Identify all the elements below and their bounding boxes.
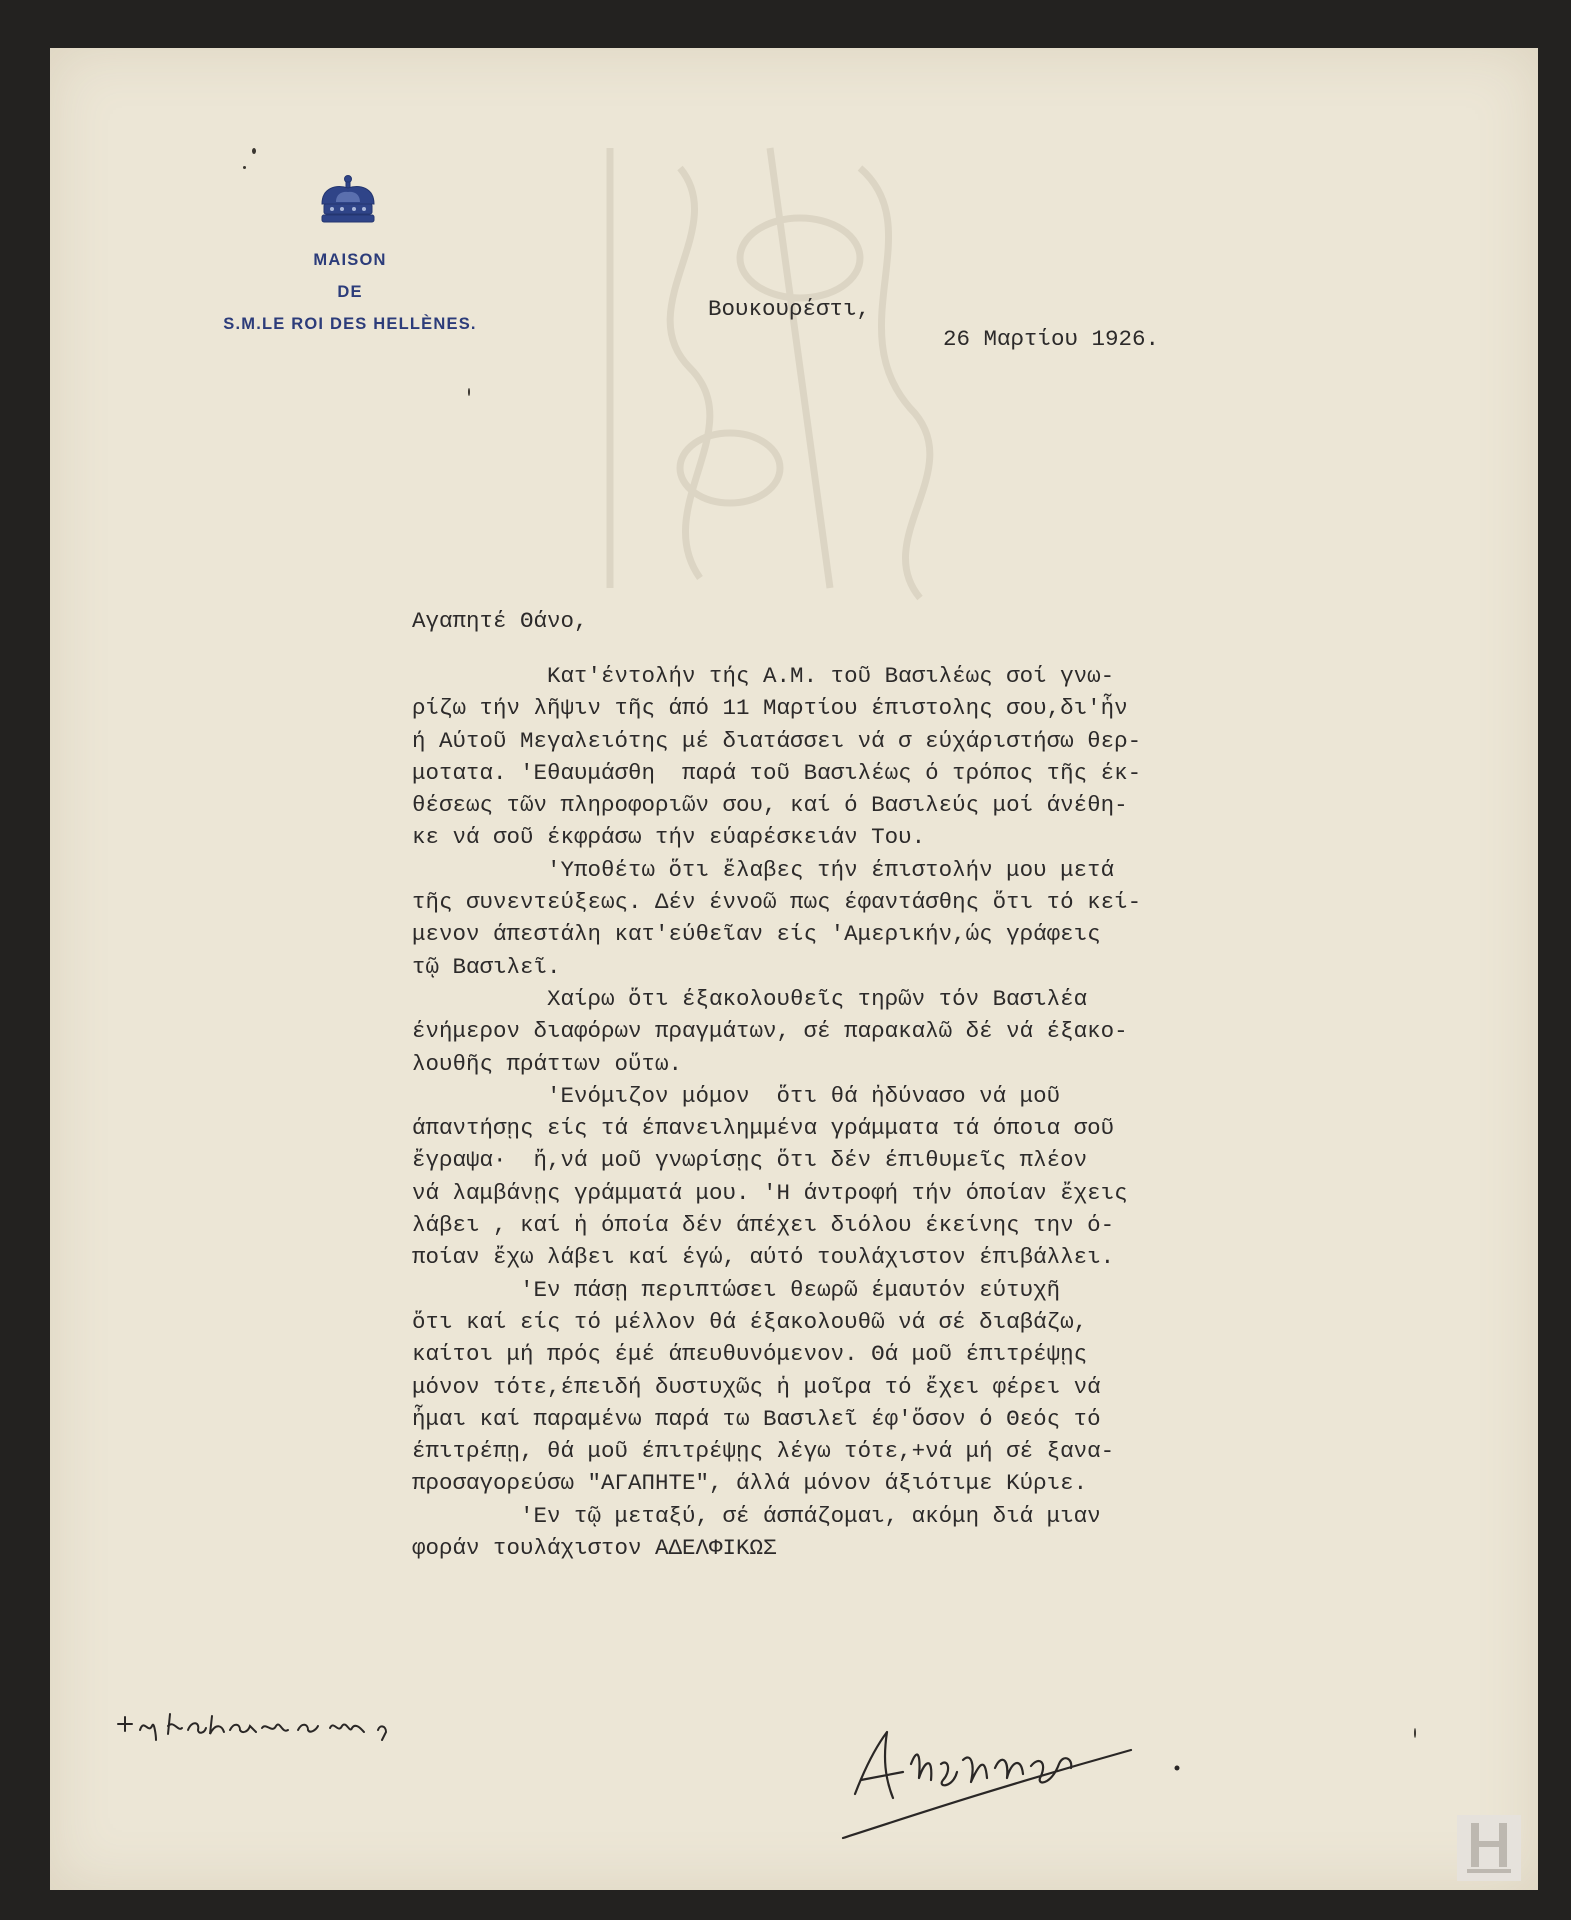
letter-body-line: 'Εν τῷ μεταξύ, σέ άσπάζομαι, ακόμη διά μιαν: [412, 1502, 1101, 1529]
letter-body-line: τῆς συνεντεύξεως. Δέν έννοῶ πως έφαντάσθης ὅτι τό κεί-: [412, 889, 1142, 916]
letter-body-line: ένήμερον διαφόρων πραγμάτων, σέ παρακαλῶ δέ νά έξακο-: [412, 1018, 1128, 1045]
handwritten-margin-note: [112, 1704, 432, 1744]
letter-body-line: λουθῆς πράττων οὕτω.: [412, 1050, 683, 1077]
letter-body-line: μόνον τότε,έπειδή δυστυχῶς ἡ μοῖρα τό ἔχει φέρει νά: [412, 1373, 1101, 1400]
letter-body-line: φοράν τουλάχιστον ΑΔΕΛΦΙΚΩΣ: [412, 1535, 777, 1562]
letter-body-line: λάβει , καί ἡ όποία δέν άπέχει διόλου έκείνης την ό-: [412, 1212, 1115, 1239]
letter-body-line: άπαντήσῃς είς τά έπανειλημμένα γράμματα τά όποια σοῦ: [412, 1115, 1115, 1142]
letter-body-line: κε νά σοῦ έκφράσω τήν εύαρέσκειάν Του.: [412, 824, 926, 851]
signature: [825, 1668, 1205, 1858]
letter-body-line: προσαγορεύσω "ΑΓΑΠΗΤΕ", άλλά μόνον άξιότιμε Κύριε.: [412, 1470, 1088, 1497]
paper-speck: [1414, 1728, 1416, 1738]
royal-crown-icon: [316, 174, 380, 226]
letter-body-line: ρίζω τήν λῆψιν τῆς άπό 11 Μαρτίου έπιστολης σου,δι'ἧν: [412, 695, 1128, 722]
letter-salutation: Αγαπητέ Θάνο,: [412, 608, 588, 634]
letter-body-line: Χαίρω ὅτι έξακολουθεῖς τηρῶν τόν Βασιλέα: [412, 985, 1088, 1012]
letter-sheet: [50, 48, 1538, 1890]
letter-body-line: 'Ενόμιζον μόμον ὅτι θά ἠδύνασο νά μοῦ: [412, 1082, 1061, 1109]
letter-body-line: τῷ Βασιλεῖ.: [412, 953, 561, 980]
letter-body-line: νά λαμβάνῃς γράμματά μου. 'Η άντροφή τήν όποίαν ἔχεις: [412, 1179, 1128, 1206]
letter-body-line: μοτατα. 'Εθαυμάσθη παρά τοῦ Βασιλέως ό τρόπος τῆς έκ-: [412, 759, 1142, 786]
paper-watermark: [570, 108, 990, 628]
letter-body-line: θέσεως τῶν πληροφοριῶν σου, καί ό Βασιλεύς μοί άνέθη-: [412, 792, 1128, 819]
letterhead: [180, 244, 520, 340]
letter-body-line: 'Εν πάσῃ περιπτώσει θεωρῶ έμαυτόν εύτυχῆ: [412, 1276, 1061, 1303]
paper-speck: [468, 388, 470, 396]
letterhead-line-maison: MAISON: [313, 251, 387, 269]
letter-body-line: ή Αύτοῦ Μεγαλειότης μέ διατάσσει νά σ εύχάριστήσω θερ-: [412, 727, 1142, 754]
letter-body-line: καίτοι μή πρός έμέ άπευθυνόμενον. Θά μοῦ έπιτρέψῃς: [412, 1341, 1088, 1368]
paper-speck: [252, 148, 256, 154]
letter-body-line: Κατ'έντολήν τής Α.Μ. τοῦ Βασιλέως σοί γνω-: [412, 663, 1115, 689]
letter-body-line: ποίαν ἔχω λάβει καί έγώ, αύτό τουλάχιστον έπιβάλλει.: [412, 1244, 1115, 1271]
letter-date: 26 Μαρτίου 1926.: [943, 326, 1160, 352]
letter-body: [412, 660, 1141, 1564]
letter-body-line: ὅτι καί είς τό μέλλον θά έξακολουθῶ νά σέ διαβάζω,: [412, 1308, 1088, 1335]
letter-body-line: έπιτρέπῃ, θά μοῦ έπιτρέψῃς λέγω τότε,+νά μή σέ ξανα-: [412, 1438, 1115, 1465]
letterhead-line-roi: S.M.LE ROI DES HELLÈNES.: [223, 315, 477, 333]
letter-body-line: 'Υποθέτω ὅτι ἔλαβες τήν έπιστολήν μου μετά: [412, 856, 1115, 883]
letter-body-line: ἦμαι καί παραμένω παρά τω Βασιλεῖ έφ'ὅσον ό Θεός τό: [412, 1405, 1101, 1432]
letter-body-line: μενον άπεστάλη κατ'εύθεῖαν είς 'Αμερικήν,ώς γράφεις: [412, 921, 1101, 948]
letter-place: Βουκουρέστι,: [708, 296, 871, 322]
archive-logo: [1457, 1815, 1521, 1881]
letter-body-line: ἔγραψα· ἤ,νά μοῦ γνωρίσῃς ὅτι δέν έπιθυμεῖς πλέον: [412, 1147, 1088, 1174]
letterhead-line-de: DE: [337, 283, 363, 301]
paper-speck: [243, 166, 246, 169]
